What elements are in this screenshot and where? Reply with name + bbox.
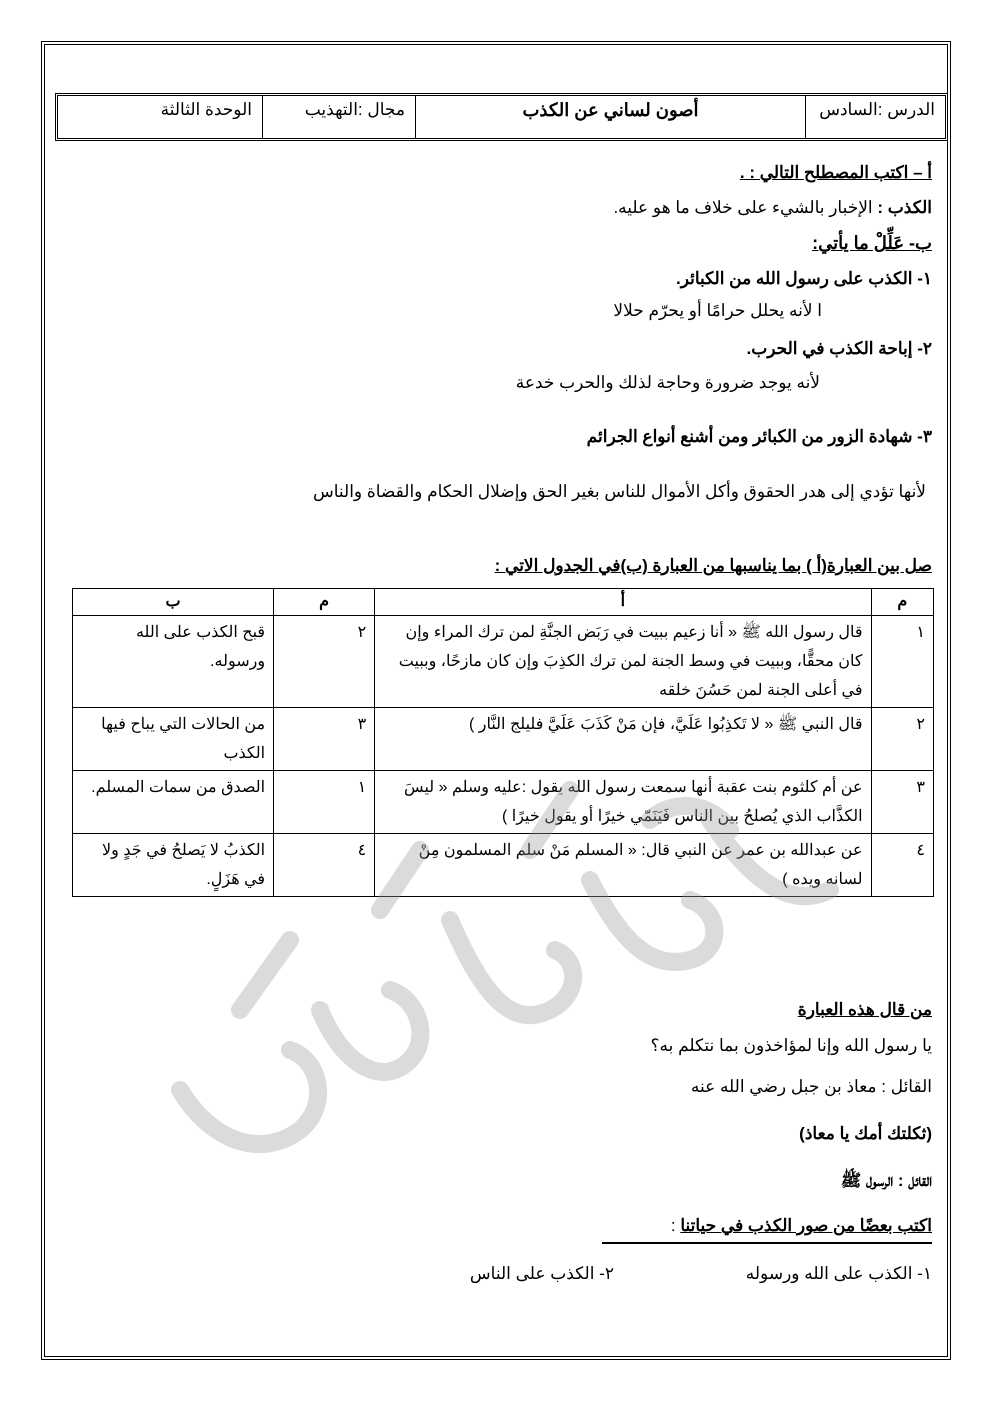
handwritten-name-watermark-icon	[150, 760, 850, 1180]
column-header-m: م	[871, 589, 933, 616]
column-header-a: أ	[375, 589, 871, 616]
quote-speaker-2: القائل : الرسول ﷺ	[840, 1171, 932, 1190]
forms-heading-underline	[602, 1242, 932, 1244]
quote-heading: من قال هذه العبارة	[797, 1000, 932, 1019]
reason-question-2: ٢- إباحة الكذب في الحرب.	[746, 339, 932, 358]
quote-speaker-1: القائل : معاذ بن جبل رضي الله عنه	[690, 1077, 932, 1096]
reason-answer-1: ا لأنه يحلل حرامًا أو يحرّم حلالا	[613, 301, 822, 320]
row-number: ١	[871, 616, 933, 708]
statement-b: قبح الكذب على الله ورسوله.	[73, 616, 274, 708]
lesson-header-table	[55, 93, 948, 141]
term-definition-line	[613, 198, 932, 218]
matching-heading: صل بين العبارة(أ ) بما يناسبها من العبارة (ب)في الجدول الاتي :	[494, 556, 932, 575]
table-row	[73, 616, 934, 708]
forms-heading-line	[671, 1216, 932, 1236]
match-number: ٢	[274, 616, 375, 708]
quote-statement-1: يا رسول الله وإنا لمؤاخذون بما نتكلم به؟	[650, 1036, 932, 1055]
term-label: الكذب :	[877, 198, 932, 217]
statement-a: عن أم كلثوم بنت عقبة أنها سمعت رسول الله يقول :عليه وسلم « ليسَ الكذَّاب الذي يُصلحُ بين الناس فَيَنَمّي خيرًا أو يقول خيرًا )	[375, 771, 871, 834]
reason-answer-3: لأنها تؤدي إلى هدر الحقوق وأكل الأموال للناس بغير الحق وإضلال الحكام والقضاة والناس	[312, 482, 926, 501]
reason-question-3: ٣- شهادة الزور من الكبائر ومن أشنع أنواع الجرائم	[586, 427, 932, 446]
column-header-m: م	[274, 589, 375, 616]
row-number: ٤	[871, 834, 933, 897]
section-a-heading: أ – اكتب المصطلح التالي : .	[739, 163, 932, 182]
term-definition: الإخبار بالشيء على خلاف ما هو عليه.	[613, 198, 873, 217]
lesson-domain: مجال :التهذيب	[262, 96, 415, 138]
match-number: ٤	[274, 834, 375, 897]
lesson-title: أصون لساني عن الكذب	[415, 96, 805, 138]
quote-statement-2: (ثكلتك أمك يا معاذ)	[799, 1124, 932, 1143]
lesson-number: الدرس :السادس	[805, 96, 945, 138]
match-number: ١	[274, 771, 375, 834]
reason-answer-2: لأنه يوجد ضرورة وحاجة لذلك والحرب خدعة	[515, 373, 820, 392]
forms-heading: اكتب بعضًا من صور الكذب في حياتنا	[680, 1216, 932, 1235]
statement-b: من الحالات التي يباح فيها الكذب	[73, 708, 274, 771]
statement-b: الصدق من سمات المسلم.	[73, 771, 274, 834]
column-header-b: ب	[73, 589, 274, 616]
forms-item-1: ١- الكذب على الله ورسوله	[745, 1264, 932, 1283]
row-number: ٣	[871, 771, 933, 834]
reason-question-1: ١- الكذب على رسول الله من الكبائر.	[675, 269, 932, 288]
table-header-row	[73, 589, 934, 616]
lesson-unit: الوحدة الثالثة	[160, 100, 252, 119]
forms-heading-suffix: :	[670, 1216, 676, 1235]
statement-a: قال رسول الله ﷺ « أنا زعيم ببيت في رَبَض الجنَّةِ لمن ترك المراء وإن كان محقًّا، وببيت في وسط الجنة لمن ترك الكذِبَ وإن كان مازحًا، وببيت في أعلى الجنة لمن حَسُنَ خلقه	[375, 616, 871, 708]
statement-b: الكذبُ لا يَصلحُ في جَدٍ ولا في هَزَلٍ.	[73, 834, 274, 897]
statement-a: قال النبي ﷺ « لا تَكذِبُوا عَلَيَّ، فإن مَنْ كَذَبَ عَلَيَّ فليلج النَّار )	[375, 708, 871, 771]
forms-item-2: ٢- الكذب على الناس	[469, 1264, 614, 1283]
row-number: ٢	[871, 708, 933, 771]
match-number: ٣	[274, 708, 375, 771]
statement-a: عن عبدالله بن عمر عن النبي قال: « المسلم مَنْ سلم المسلمون مِنْ لسانه ويده )	[375, 834, 871, 897]
section-b-heading: ب- عَلِّلْ ما يأتي:	[812, 233, 932, 253]
